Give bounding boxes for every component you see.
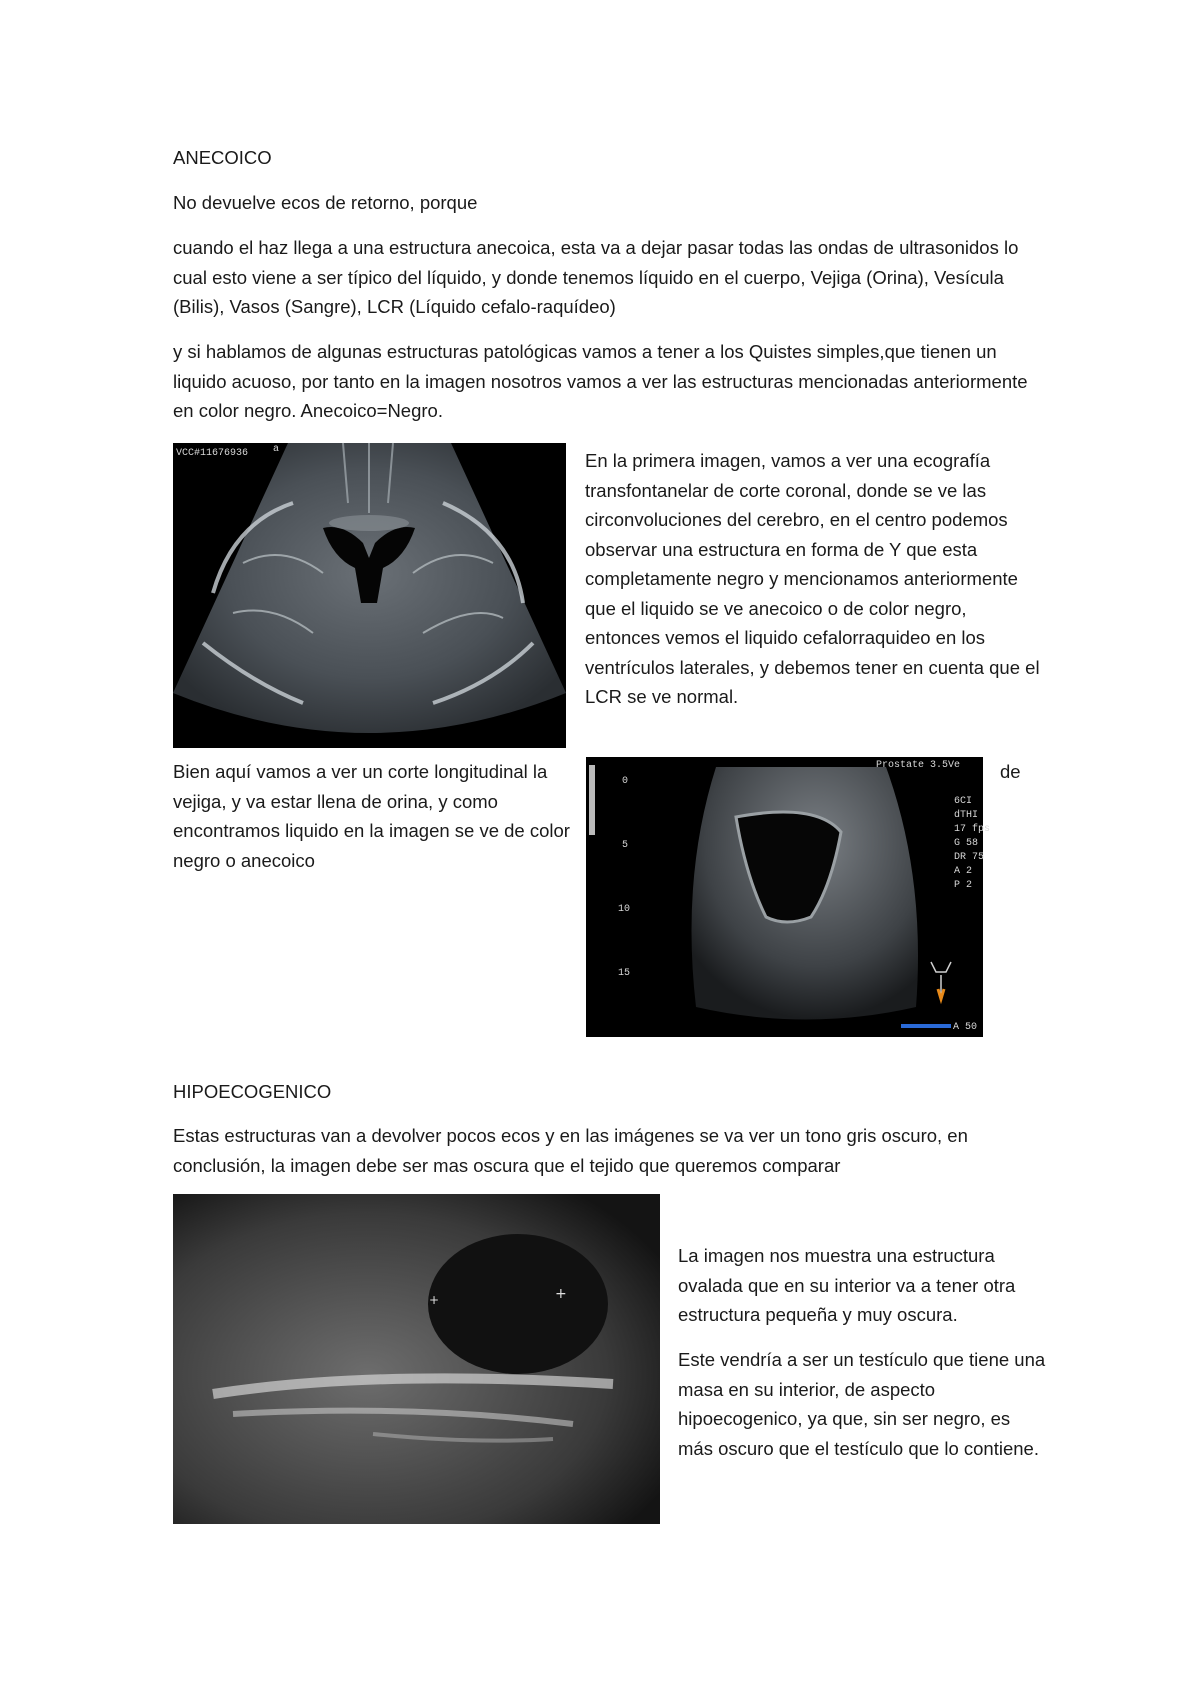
bladder-scale-label: A 50: [953, 1022, 978, 1033]
caliper-icon: +: [555, 1286, 567, 1302]
testis-ultrasound-image: [173, 1194, 660, 1524]
heading-hipoecogenico: HIPOECOGENICO: [173, 1081, 332, 1102]
bladder-depth-label: 0: [622, 776, 629, 787]
testis-description-2: Este vendría a ser un testículo que tiene una masa en su interior, de aspecto hipoecogenico, ya que, sin ser negro, es más oscuro que el testículo que lo contiene.: [678, 1349, 1046, 1459]
bladder-side-label: DR 75: [954, 852, 985, 863]
paragraph-anecoico-2: y si hablamos de algunas estructuras patológicas vamos a tener a los Quistes simples,que tienen un liquido acuoso, por tanto en la imagen nosotros vamos a ver las estructuras mencionadas anteriormente en color negro. Anecoico=Negro.: [173, 341, 1028, 421]
paragraph-hipoecogenico-1: Estas estructuras van a devolver pocos ecos y en las imágenes se va ver un tono gris oscuro, en conclusión, la imagen debe ser mas oscura que el tejido que queremos comparar: [173, 1125, 968, 1176]
bladder-corner-label: Prostate 3.5Ve: [876, 760, 961, 771]
bladder-side-label: 17 fps: [954, 824, 991, 835]
bladder-side-label: A 2: [954, 866, 973, 877]
bladder-depth-label: 15: [618, 968, 631, 979]
bladder-description-trailing: de: [1000, 761, 1021, 782]
brain-overlay-mark: a: [273, 444, 280, 455]
bladder-ultrasound-image: [586, 757, 991, 1037]
brain-description: En la primera imagen, vamos a ver una ecografía transfontanelar de corte coronal, donde se ve las circonvoluciones del cerebro, en el centro podemos observar una estructura en forma de Y que esta completamente negro y mencionamos anteriormente que el liquido se ve anecoico o de color negro, entonces vemos el liquido cefalorraquideo en los ventrículos laterales, y debemos tener en cuenta que el LCR se ve normal.: [585, 450, 1040, 707]
caliper-icon: +: [429, 1293, 440, 1307]
bladder-side-label: G 58: [954, 838, 979, 849]
bladder-side-label: dTHI: [954, 810, 979, 821]
paragraph-anecoico-1: cuando el haz llega a una estructura anecoica, esta va a dejar pasar todas las ondas de ultrasonidos lo cual esto viene a ser típico del líquido, y donde tenemos líquido en el cuerpo, Vejiga (Orina), Vesícula (Bilis), Vasos (Sangre), LCR (Líquido cefalo-raquídeo): [173, 237, 1019, 317]
bladder-depth-label: 10: [618, 904, 631, 915]
intro-anecoico: No devuelve ecos de retorno, porque: [173, 192, 478, 213]
heading-anecoico: ANECOICO: [173, 147, 272, 168]
bladder-side-label: P 2: [954, 880, 973, 891]
brain-overlay-text: VCC#11676936: [176, 448, 249, 459]
bladder-side-label: 6CI: [954, 796, 973, 807]
testis-description-1: La imagen nos muestra una estructura ovalada que en su interior va a tener otra estructura pequeña y muy oscura.: [678, 1245, 1016, 1325]
bladder-depth-label: 5: [622, 840, 629, 851]
bladder-description: Bien aquí vamos a ver un corte longitudinal la vejiga, y va estar llena de orina, y como encontramos liquido en la imagen se ve de color negro o anecoico: [173, 761, 570, 871]
brain-ultrasound-image: [173, 443, 566, 748]
